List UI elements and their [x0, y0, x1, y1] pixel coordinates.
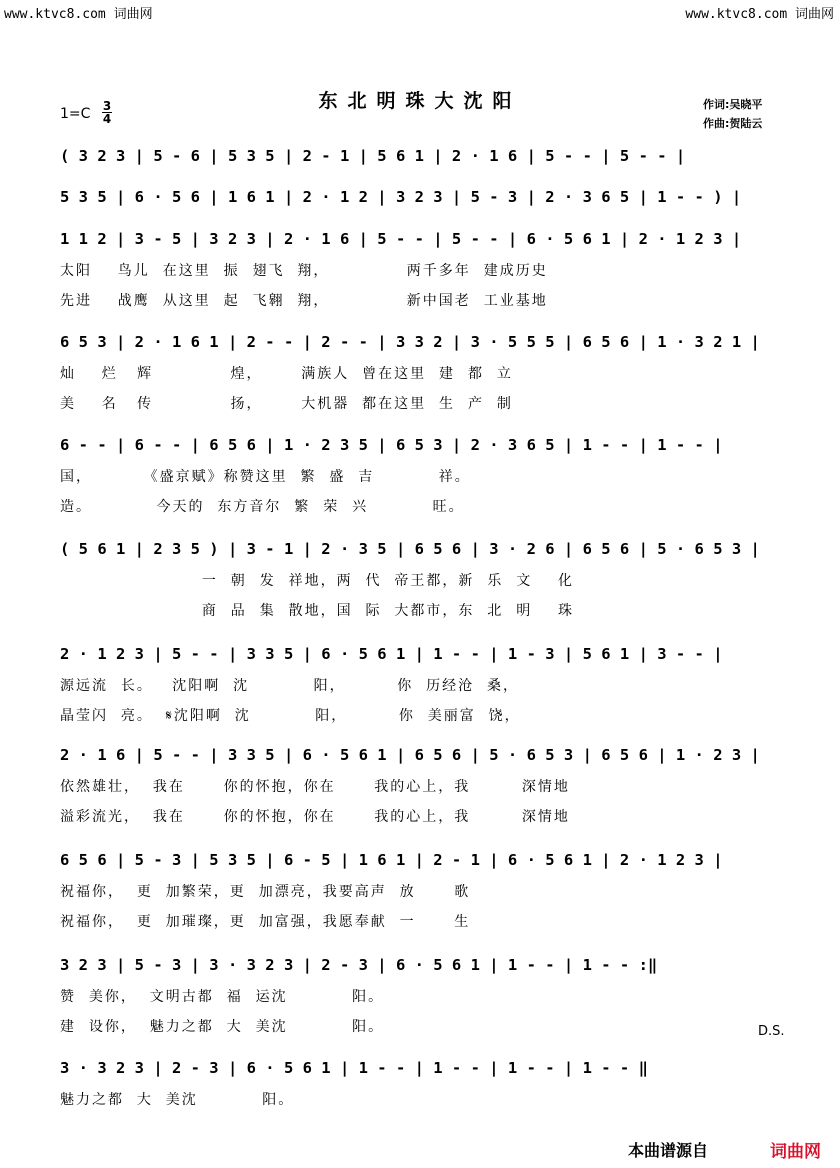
lyric-line: 美 名 传 扬， 大机器 都在这里 生 产 制: [60, 396, 513, 412]
lyric-line: 太阳 鸟儿 在这里 振 翅飞 翔， 两千多年 建成历史: [60, 263, 548, 279]
watermark-left: www.ktvc8.com 词曲网: [4, 7, 153, 22]
notation-line: 2 · 1 6 | 5 - - | 3 3 5 | 6 · 5 6 1 | 6 5 6 | 5 · 6 5 3 | 6 5 6 | 1 · 2 3 |: [60, 746, 760, 764]
lyric-line: 祝福你， 更 加璀璨，更 加富强，我愿奉献 一 生: [60, 914, 471, 930]
notation-line: ( 3 2 3 | 5 - 6 | 5 3 5 | 2 - 1 | 5 6 1 | 2 · 1 6 | 5 - - | 5 - - |: [60, 147, 686, 165]
time-signature-top: 3: [102, 99, 112, 113]
song-title: 东北明珠大沈阳: [318, 90, 522, 112]
score-system: [60, 1055, 780, 1111]
notation-line: 3 2 3 | 5 - 3 | 3 · 3 2 3 | 2 - 3 | 6 · 5 6 1 | 1 - - | 1 - - :‖: [60, 956, 658, 974]
notation-line: 6 5 6 | 5 - 3 | 5 3 5 | 6 - 5 | 1 6 1 | 2 - 1 | 6 · 5 6 1 | 2 · 1 2 3 |: [60, 851, 723, 869]
lyric-line: 溢彩流光， 我在 你的怀抱，你在 我的心上，我 深情地: [60, 809, 570, 825]
lyric-line: 灿 烂 辉 煌， 满族人 曾在这里 建 都 立: [60, 366, 513, 382]
notation-line: 1 1 2 | 3 - 5 | 3 2 3 | 2 · 1 6 | 5 - - | 5 - - | 6 · 5 6 1 | 2 · 1 2 3 |: [60, 230, 742, 248]
time-signature-bottom: 4: [102, 112, 112, 126]
score-system: [60, 742, 780, 828]
score-system: [60, 143, 780, 169]
notation-line: 6 - - | 6 - - | 6 5 6 | 1 · 2 3 5 | 6 5 3 | 2 · 3 6 5 | 1 - - | 1 - - |: [60, 436, 723, 454]
lyricist-credit: 作词:吴晓平: [703, 98, 763, 111]
lyric-line: 源远流 长。 沈阳啊 沈 阳， 你 历经沧 桑，: [60, 678, 520, 694]
lyric-line: 魅力之都 大 美沈 阳。: [60, 1092, 295, 1108]
key-signature: 1=C: [60, 106, 91, 122]
lyric-line: 造。 今天的 东方音尔 繁 荣 兴 旺。: [60, 499, 465, 515]
notation-line: 6 5 3 | 2 · 1 6 1 | 2 - - | 2 - - | 3 3 2 | 3 · 5 5 5 | 6 5 6 | 1 · 3 2 1 |: [60, 333, 760, 351]
lyric-line: 建 设你， 魅力之都 大 美沈 阳。: [60, 1019, 385, 1035]
notation-line: 5 3 5 | 6 · 5 6 | 1 6 1 | 2 · 1 2 | 3 2 3 | 5 - 3 | 2 · 3 6 5 | 1 - - ) |: [60, 188, 742, 206]
notation-line: 3 · 3 2 3 | 2 - 3 | 6 · 5 6 1 | 1 - - | 1 - - | 1 - - | 1 - - ‖: [60, 1059, 648, 1077]
score-system: [60, 226, 780, 312]
lyric-line: 依然雄壮， 我在 你的怀抱，你在 我的心上，我 深情地: [60, 779, 570, 795]
lyric-line: 祝福你， 更 加繁荣，更 加漂亮，我要高声 放 歌: [60, 884, 471, 900]
score-system: [60, 536, 780, 622]
lyric-line: 先进 战鹰 从这里 起 飞翱 翔， 新中国老 工业基地: [60, 293, 548, 309]
footer-site-label: 词曲网: [770, 1142, 821, 1162]
score-system: [60, 329, 780, 415]
composer-credit: 作曲:贺陆云: [703, 117, 763, 130]
lyric-line: 商 品 集 散地，国 际 大都市，东 北 明 珠: [60, 603, 575, 619]
lyric-line: 赞 美你， 文明古都 福 运沈 阳。: [60, 989, 385, 1005]
dal-segno-mark: D.S.: [758, 1024, 785, 1039]
watermark-right: www.ktvc8.com 词曲网: [685, 7, 834, 22]
score-system: [60, 184, 780, 210]
score-system: [60, 432, 780, 518]
score-system: [60, 952, 780, 1038]
score-system: [60, 847, 780, 933]
notation-line: 2 · 1 2 3 | 5 - - | 3 3 5 | 6 · 5 6 1 | 1 - - | 1 - 3 | 5 6 1 | 3 - - |: [60, 645, 723, 663]
notation-line: ( 5 6 1 | 2 3 5 ) | 3 - 1 | 2 · 3 5 | 6 5 6 | 3 · 2 6 | 6 5 6 | 5 · 6 5 3 |: [60, 540, 760, 558]
lyric-line: 一 朝 发 祥地，两 代 帝王都，新 乐 文 化: [60, 573, 575, 589]
lyric-line: 国， 《盛京赋》称赞这里 繁 盛 吉 祥。: [60, 469, 471, 485]
score-system: [60, 641, 780, 727]
footer-source-label: 本曲谱源自: [628, 1141, 709, 1160]
lyric-line: 晶莹闪 亮。 𝄋沈阳啊 沈 阳， 你 美丽富 饶，: [60, 708, 521, 724]
